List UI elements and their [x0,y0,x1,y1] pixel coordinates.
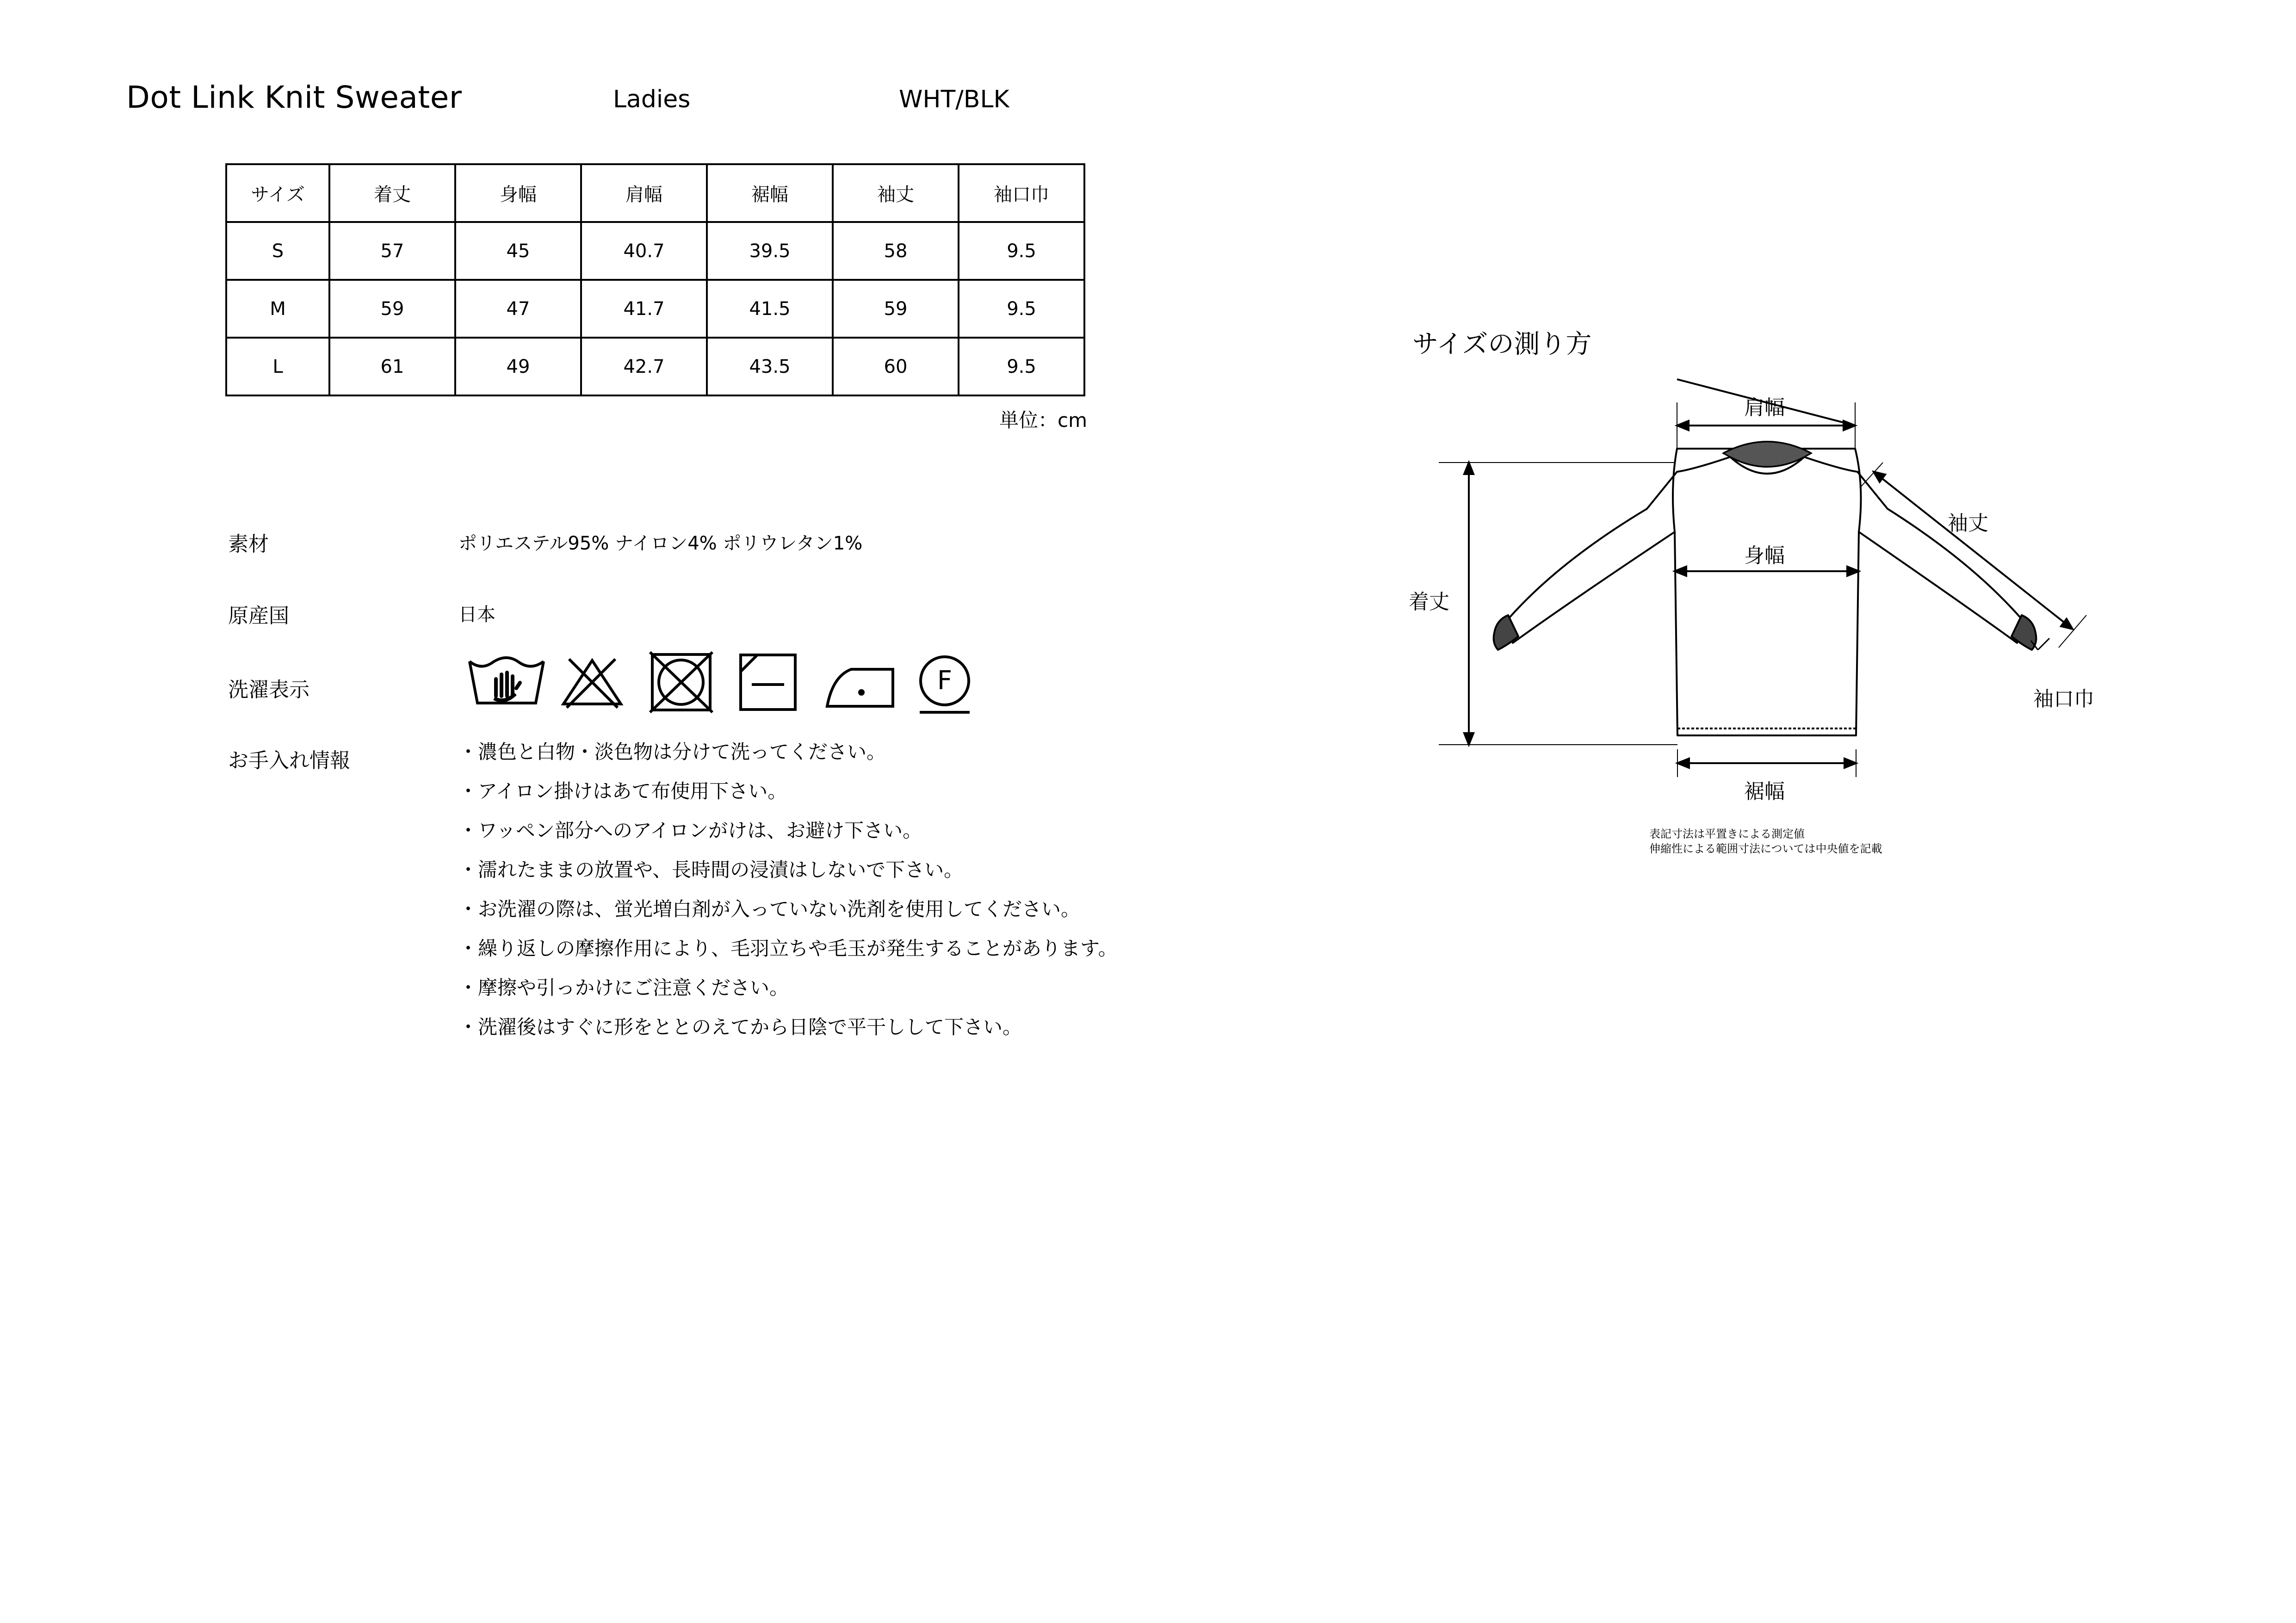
table-cell: L [226,338,329,395]
table-cell: 40.7 [581,222,707,280]
sleeve-length-dim-label: 袖丈 [1948,512,1988,535]
length-dim-label: 着丈 [1409,590,1449,614]
shoulder-dim-label: 肩幅 [1744,396,1785,420]
table-cell: 41.5 [707,280,833,338]
size-table [225,163,1085,396]
care-item: ・ワッペン部分へのアイロンがけは、お避け下さい。 [458,819,922,842]
col-hem: 裾幅 [707,164,833,222]
table-row [226,222,1084,280]
table-cell: S [226,222,329,280]
col-length: 着丈 [329,164,455,222]
material-value: ポリエステル95% ナイロン4% ポリウレタン1% [458,533,863,554]
table-cell: 42.7 [581,338,707,395]
table-cell: 57 [329,222,455,280]
dry-clean-f-icon [916,652,976,717]
size-table-header-row [226,164,1084,222]
product-title: Dot Link Knit Sweater [126,80,462,115]
table-cell: 41.7 [581,280,707,338]
care-item: ・摩擦や引っかけにご注意ください。 [458,976,789,999]
col-size: サイズ [226,164,329,222]
origin-value: 日本 [458,604,495,625]
measurement-note-1: 表記寸法は平置きによる測定値 [1649,827,1805,840]
col-sleeve: 袖丈 [833,164,959,222]
table-cell: 60 [833,338,959,395]
table-cell: 49 [455,338,581,395]
col-body-width: 身幅 [455,164,581,222]
dry-clean-letter: F [937,666,953,696]
table-cell: 59 [833,280,959,338]
table-cell: 58 [833,222,959,280]
care-item: ・濃色と白物・淡色物は分けて洗ってください。 [458,741,886,763]
table-row [226,280,1084,338]
table-cell: 9.5 [959,338,1084,395]
col-cuff: 袖口巾 [959,164,1084,222]
table-cell: 47 [455,280,581,338]
do-not-tumble-dry-icon [648,650,717,715]
care-item: ・洗濯後はすぐに形をととのえてから日陰で平干しして下さい。 [458,1016,1022,1038]
origin-label: 原産国 [228,604,289,628]
care-item: ・濡れたままの放置や、長時間の浸漬はしないで下さい。 [458,858,964,881]
table-cell: 9.5 [959,280,1084,338]
care-item: ・アイロン掛けはあて布使用下さい。 [458,780,787,802]
body-width-dim-label: 身幅 [1744,544,1785,568]
table-cell: 45 [455,222,581,280]
cuff-dim-label: 袖口巾 [2033,687,2094,711]
table-cell: 61 [329,338,455,395]
table-cell: M [226,280,329,338]
do-not-bleach-icon [560,652,625,712]
material-label: 素材 [228,532,269,556]
wash-label: 洗濯表示 [228,678,309,702]
col-shoulder: 肩幅 [581,164,707,222]
table-cell: 59 [329,280,455,338]
sweater-body [1673,449,1861,735]
flat-dry-in-shade-icon [738,652,798,712]
sweater-diagram [1397,379,2091,796]
care-item: ・繰り返しの摩擦作用により、毛羽立ちや毛玉が発生することがあります。 [458,937,1118,960]
table-cell: 43.5 [707,338,833,395]
unit-label: 単位：cm [999,409,1088,432]
low-temp-iron-icon [823,658,897,713]
measurement-note-2: 伸縮性による範囲寸法については中央値を記載 [1649,842,1882,855]
color-label: WHT/BLK [899,86,1009,113]
wash-icons [467,652,981,722]
care-label: お手入れ情報 [228,749,350,772]
hem-dim-label: 裾幅 [1744,780,1785,803]
diagram-title: サイズの測り方 [1412,329,1592,359]
table-row [226,338,1084,395]
table-cell: 39.5 [707,222,833,280]
table-cell: 9.5 [959,222,1084,280]
hand-wash-icon [467,652,546,712]
care-item: ・お洗濯の際は、蛍光増白剤が入っていない洗剤を使用してください。 [458,898,1081,920]
category-label: Ladies [613,86,691,113]
